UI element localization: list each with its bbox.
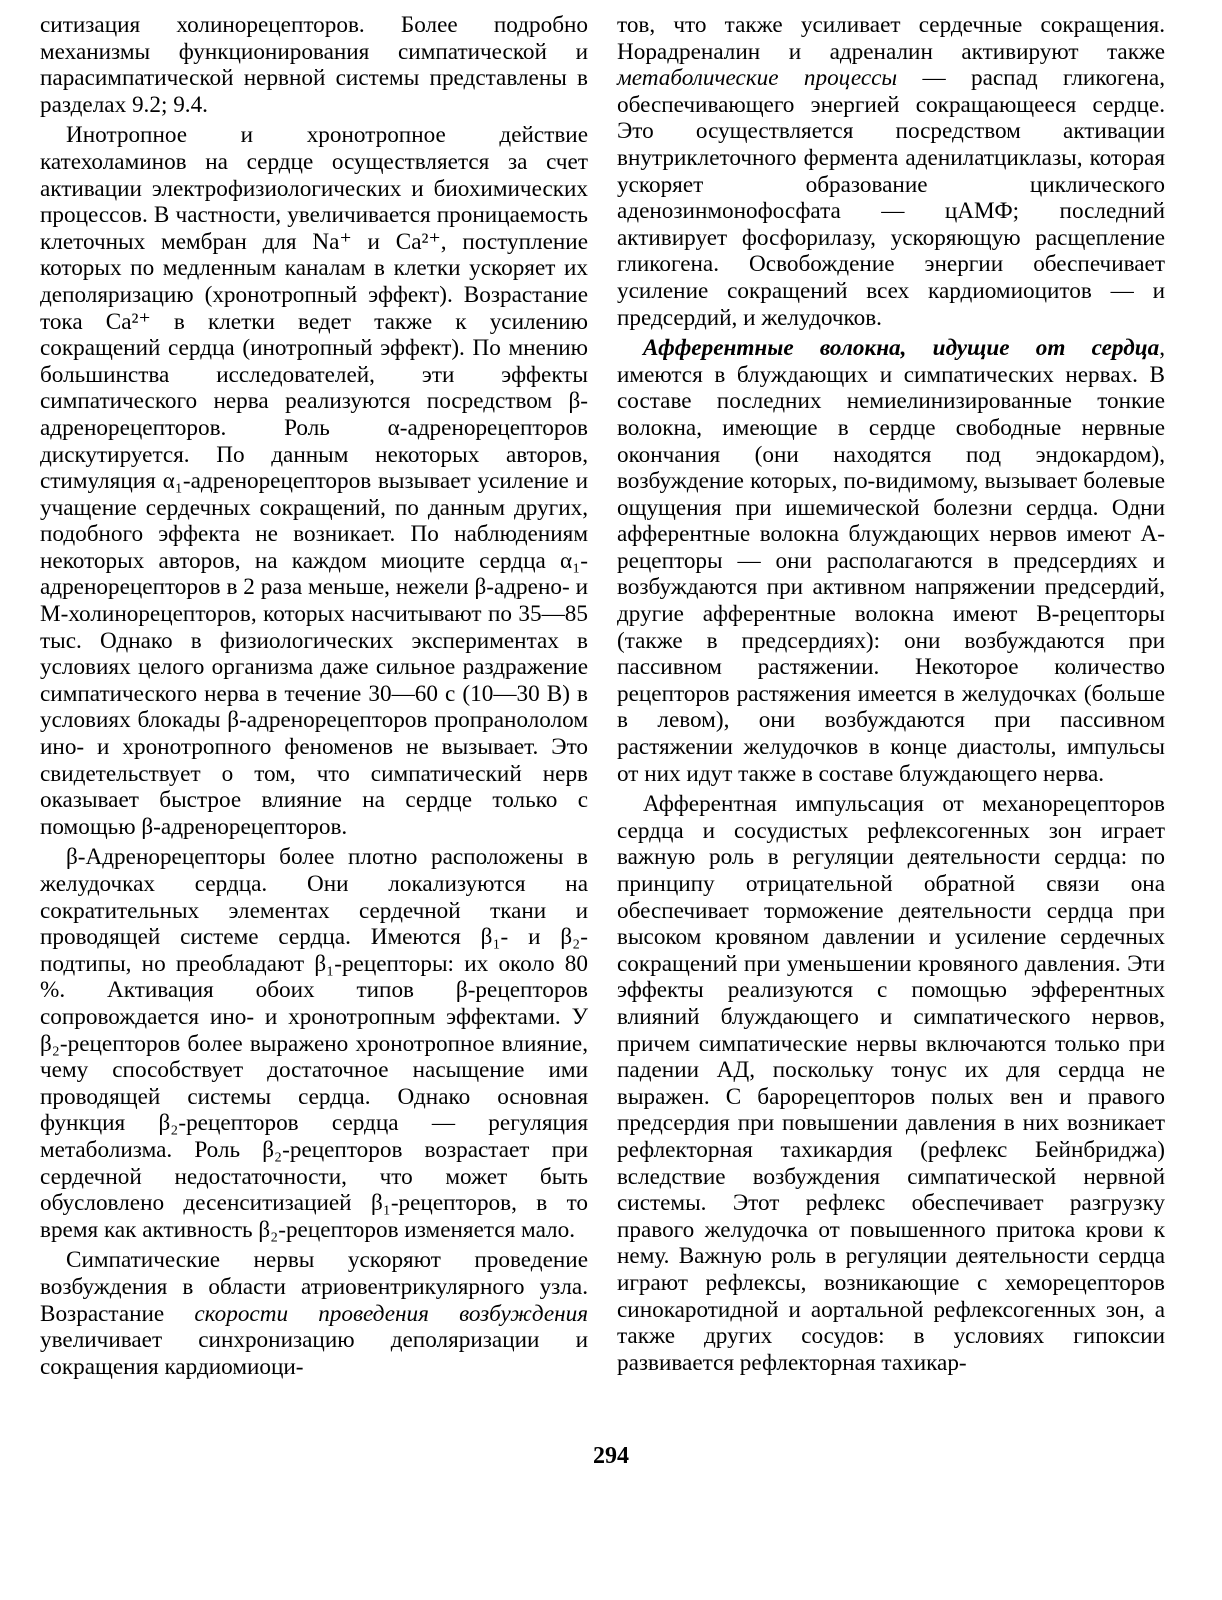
paragraph-beta-adrenoreceptors: β-Адренорецепторы более плотно расположены в желудочках сердца. Они локализуются на сократительных элементах сердечной ткани и проводящей системе сердца. Имеются β₁- и β₂-подтипы, но преобладают β₁-рецепторы: их около 80 %. Активация обоих типов β-рецепторов сопровождается ино- и хронотропным эффектами. У β₂-рецепторов более выражено хронотропное влияние, чему способствует достаточное насыщение ими проводящей системы сердца. Однако основная функция β₂-рецепторов сердца — регуляция метаболизма. Роль β₂-рецепторов возрастает при сердечной недостаточности, что может быть обусловлено десенситизацией β₁-рецепторов, в то время как активность β₂-рецепторов изменяется мало.	[40, 844, 588, 1243]
emphasis-conduction-velocity: скорости проведения возбуждения	[194, 1300, 588, 1327]
heading-afferent-fibers: Афферентные волокна, идущие от сердца	[643, 335, 1160, 362]
paragraph-afferent-impulses: Афферентная импульсация от механорецепторов сердца и сосудистых рефлексогенных зон играет важную роль в регуляции деятельности сердца: по принципу отрицательной обратной связи она обеспечивает торможение деятельности сердца при высоком кровяном давлении и усиление сердечных сокращений при уменьшении кровяного давления. Эти эффекты реализуются с помощью эфферентных влияний блуждающего и симпатического нервов, причем симпатические нервы включаются только при падении АД, поскольку тонус их для сердца не выражен. С барорецепторов полых вен и правого предсердия при повышении давления в них возникает рефлекторная тахикардия (рефлекс Бейнбриджа) вследствие возбуждения симпатической нервной системы. Этот рефлекс обеспечивает разгрузку правого желудочка от повышенного притока крови к нему. Важную роль в регуляции деятельности сердца играют рефлексы, возникающие с хеморецепторов синокаротидной и аортальной рефлексогенных зон, а также других сосудов: в условиях гипоксии развивается рефлекторная тахикар-	[617, 791, 1165, 1376]
emphasis-metabolic-processes: метаболические процессы	[617, 65, 898, 92]
paragraph-catecholamine-effects: Инотропное и хронотропное действие катехоламинов на сердце осуществляется за счет активации электрофизиологических и биохимических процессов. В частности, увеличивается проницаемость клеточных мембран для Na⁺ и Ca²⁺, поступление которых по медленным каналам в клетки ускоряет их деполяризацию (хронотропный эффект). Возрастание тока Ca²⁺ в клетки ведет также к усилению сокращений сердца (инотропный эффект). По мнению большинства исследователей, эти эффекты симпатического нерва реализуются посредством β-адренорецепторов. Роль α-адренорецепторов дискутируется. По данным некоторых авторов, стимуляция α₁-адренорецепторов вызывает усиление и учащение сердечных сокращений, по данным других, подобного эффекта не возникает. По наблюдениям некоторых авторов, на каждом миоците сердца α₁-адренорецепторов в 2 раза меньше, нежели β-адрено- и М-холинорецепторов, которых насчитывают по 35—85 тыс. Однако в физиологических экспериментах в условиях целого организма даже сильное раздражение симпатического нерва в течение 30—60 с (10—30 В) в условиях блокады β-адренорецепторов пропранололом ино- и хронотропного феноменов не вызывает. Это свидетельствует о том, что симпатический нерв оказывает быстрое влияние на сердце только с помощью β-адренорецепторов.	[40, 122, 588, 840]
paragraph-continued-sensitization: ситизация холинорецепторов. Более подробно механизмы функционирования симпатической и парасимпатической нервной системы представлены в разделах 9.2; 9.4.	[40, 12, 588, 118]
page-number: 294	[593, 1443, 629, 1469]
paragraph-afferent-fibers	[617, 335, 1165, 787]
text-run: — распад гликогена, обеспечивающего энергией сокращающееся сердце. Это осуществляется посредством активации внутриклеточного фермента аденилатциклазы, которая ускоряет образование циклического аденозинмонофосфата — цАМФ; последний активирует фосфорилазу, ускоряющую расщепление гликогена. Освобождение энергии обеспечивает усиление сокращений всех кардиомиоцитов — и предсердий, и желудочков.	[617, 65, 1165, 331]
paragraph-metabolic-processes	[617, 12, 1165, 331]
text-run: тов, что также усиливает сердечные сокращения. Норадреналин и адреналин активируют также	[617, 12, 1165, 65]
text-run: увеличивает синхронизацию деполяризации и сокращения кардиомиоци-	[40, 1327, 588, 1380]
paragraph-sympathetic-conduction	[40, 1247, 588, 1380]
left-text-column	[40, 12, 588, 1380]
right-text-column	[617, 12, 1165, 1376]
text-run: , имеются в блуждающих и симпатических нервах. В составе последних немиелинизированные тонкие волокна, имеющие в сердце свободные нервные окончания (они находятся под эндокардом), возбуждение которых, по-видимому, вызывает болевые ощущения при ишемической болезни сердца. Одни афферентные волокна блуждающих нервов имеют А-рецепторы — они располагаются в предсердиях и возбуждаются при активном напряжении предсердий, другие афферентные волокна имеют В-рецепторы (также в предсердиях): они возбуждаются при пассивном растяжении. Некоторое количество рецепторов растяжения имеется в желудочках (больше в левом), они возбуждаются при пассивном растяжении желудочков в конце диастолы, импульсы от них идут также в составе блуждающего нерва.	[617, 335, 1165, 787]
text-run: Симпатические нервы ускоряют проведение возбуждения в области атриовентрикулярного узла. Возрастание	[40, 1247, 588, 1327]
